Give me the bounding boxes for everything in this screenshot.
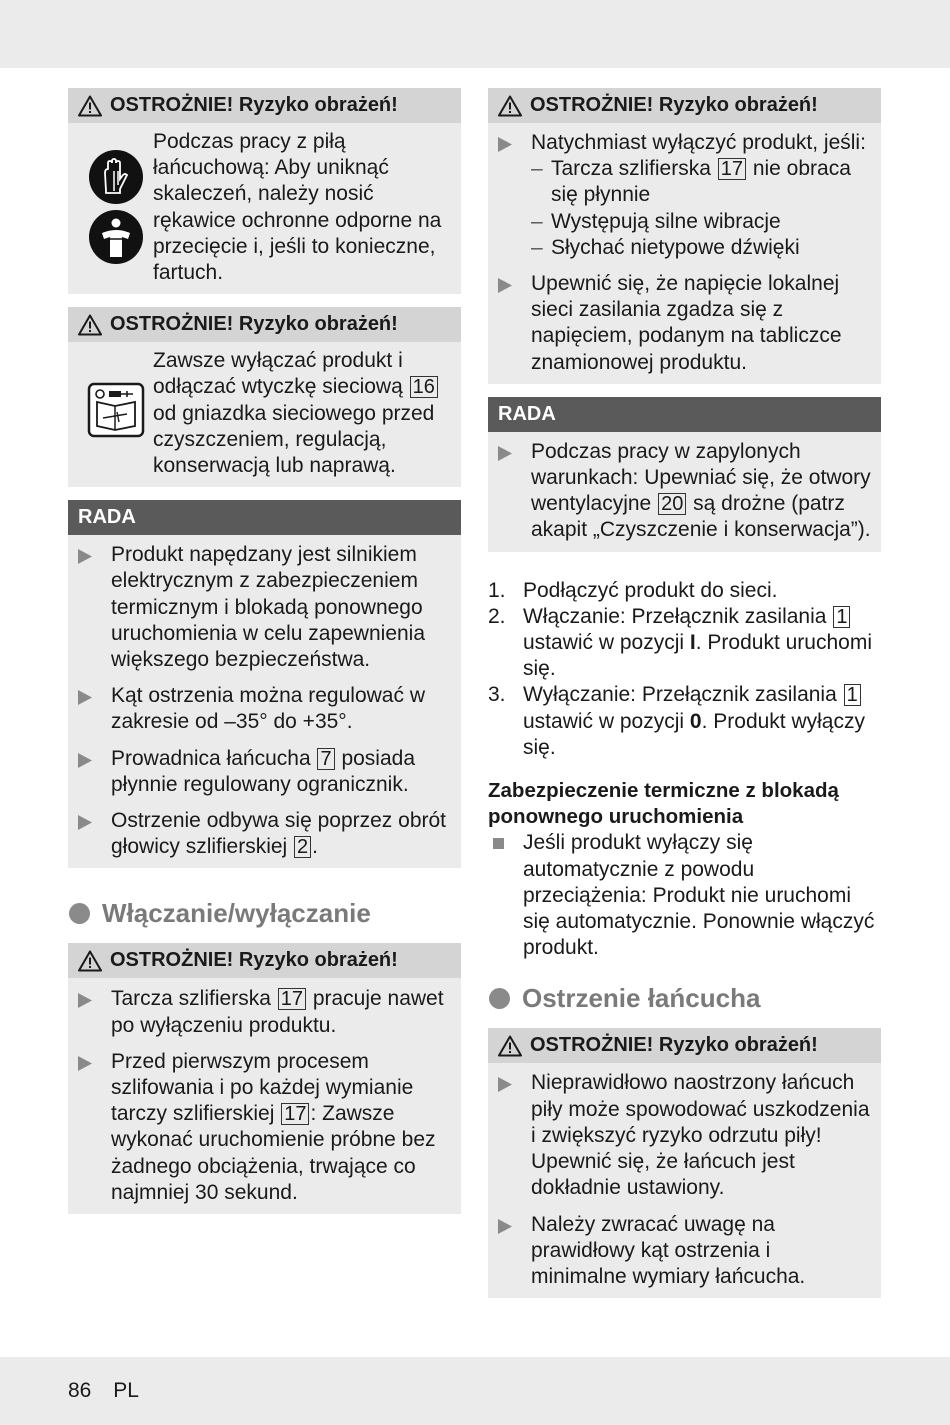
caution-header <box>68 943 461 978</box>
part-ref-number: 1 <box>833 606 850 628</box>
bullet-triangle-icon <box>498 1219 512 1234</box>
caution-text-part: od gniazdka sieciowego przed czyszczeniem, regulacją, konserwacją lub naprawą. <box>153 401 435 478</box>
bullet-item <box>78 808 451 860</box>
sub-item: – Występują silne wibracje <box>531 209 871 235</box>
caution-title: OSTROŻNIE! Ryzyko obrażeń! <box>110 949 398 972</box>
language-code: PL <box>113 1379 139 1402</box>
step-number: 1. <box>488 578 506 602</box>
subsection-heading: Zabezpieczenie termiczne z blokadą ponownego uruchomienia <box>488 779 839 829</box>
bullet-item <box>78 542 451 673</box>
bullet-text: Nieprawidłowo naostrzony łańcuch piły może spowodować uszkodzenia i zwiększyć ryzyko odrzutu piły! Upewnić się, że łańcuch jest dokładnie ustawiony. <box>531 1071 870 1200</box>
step-item <box>488 604 881 683</box>
bullet-triangle-icon <box>498 137 512 152</box>
caution-title: OSTROŻNIE! Ryzyko obrażeń! <box>110 313 398 336</box>
step-text: Podłączyć produkt do sieci. <box>523 578 778 602</box>
step-text <box>523 604 881 683</box>
page-number: 86 <box>68 1379 92 1402</box>
bullet-text-part: Prowadnica łańcucha <box>111 746 311 770</box>
bullet-triangle-icon <box>498 446 512 461</box>
bullet-item <box>78 746 451 798</box>
caution-header <box>488 1028 881 1063</box>
right-column <box>488 88 881 1311</box>
step-text-part: Wyłączanie: Przełącznik zasilania <box>523 683 837 707</box>
step-item <box>488 578 881 604</box>
bullet-item <box>498 439 871 544</box>
bullet-text: Jeśli produkt wyłączy się automatycznie z powodu przeciążenia: Produkt nie uruchomi się automatycznie. Ponownie włączyć produkt. <box>523 831 875 960</box>
step-text-part: ustawić w pozycji <box>523 631 685 655</box>
tip-header: RADA <box>488 397 881 432</box>
section-title: Włączanie/wyłączanie <box>102 898 371 929</box>
part-ref-number: 2 <box>294 836 311 858</box>
bullet-text-part: : Zawsze wykonać uruchomienie próbne bez żadnego obciążenia, trwające co najmniej 30 sekund. <box>111 1102 436 1204</box>
bullet-text: Upewnić się, że napięcie lokalnej sieci zasilania zgadza się z napięciem, podanym na tabliczce znamionowej produktu. <box>531 272 842 374</box>
bullet-triangle-icon <box>78 753 92 768</box>
step-text-part: ustawić w pozycji <box>523 709 685 733</box>
bullet-text-part: Tarcza szlifierska <box>111 987 271 1011</box>
sub-item-text: Występują silne wibracje <box>551 209 781 233</box>
page-footer <box>68 1379 155 1403</box>
sub-item-text: Tarcza szlifierska <box>551 157 711 181</box>
switch-position: I <box>689 631 696 655</box>
caution-box-gloves <box>68 88 461 294</box>
bullet-triangle-icon <box>78 549 92 564</box>
step-number: 2. <box>488 604 506 628</box>
bullet-item <box>498 1070 871 1201</box>
step-text <box>523 682 881 761</box>
warning-triangle-icon <box>78 950 102 972</box>
step-text-part: . Produkt uruchomi się. <box>523 631 872 681</box>
caution-header <box>68 307 461 342</box>
bullet-triangle-icon <box>78 690 92 705</box>
bullet-triangle-icon <box>78 1056 92 1071</box>
step-item <box>488 682 881 761</box>
apron-icon <box>88 209 144 265</box>
bullet-text: Należy zwracać uwagę na prawidłowy kąt ostrzenia i minimalne wymiary łańcucha. <box>531 1212 806 1288</box>
sub-item: – Słychać nietypowe dźwięki <box>531 235 871 261</box>
bullet-text-part: są drożne (patrz akapit „Czyszczenie i konserwacja”). <box>531 492 871 542</box>
bullet-triangle-icon <box>78 993 92 1008</box>
sub-item-text: nie obraca się płynnie <box>551 157 851 207</box>
square-bullet-icon <box>493 838 504 849</box>
square-bullet-item <box>488 830 881 961</box>
section-heading <box>68 898 461 929</box>
caution-box-unplug <box>68 307 461 487</box>
sub-item: – Tarcza szlifierska 17 nie obraca się płynnie <box>531 157 851 207</box>
bullet-text-part: Przed pierwszym procesem szlifowania i po każdej wymianie tarczy szlifierskiej <box>111 1049 414 1126</box>
section-heading <box>488 983 881 1014</box>
part-ref-number: 16 <box>410 376 438 398</box>
tip-header: RADA <box>68 500 461 535</box>
caution-title: OSTROŻNIE! Ryzyko obrażeń! <box>110 94 398 116</box>
warning-triangle-icon <box>498 95 522 117</box>
bullet-item <box>498 130 871 261</box>
caution-box-vibration <box>488 88 881 384</box>
caution-header <box>488 88 881 123</box>
bullet-text-part: posiada płynnie regulowany ogranicznik. <box>111 746 415 796</box>
unplug-manual-icon <box>87 382 145 438</box>
bullet-text: Kąt ostrzenia można regulować w zakresie od –35° do +35°. <box>111 684 425 734</box>
section-title: Ostrzenie łańcucha <box>522 983 761 1014</box>
bullet-text <box>111 808 451 860</box>
bullet-text <box>111 746 451 798</box>
step-number: 3. <box>488 683 506 707</box>
caution-title: OSTROŻNIE! Ryzyko obrażeń! <box>530 1034 818 1057</box>
bullet-text <box>111 986 451 1038</box>
caution-header <box>68 88 461 123</box>
switch-position: 0 <box>689 709 702 733</box>
bullet-text <box>111 1049 451 1206</box>
steps-list <box>488 578 881 761</box>
bullet-item <box>78 986 451 1038</box>
caution-text <box>153 348 451 479</box>
step-text-part: . Produkt wyłączy się. <box>523 709 865 759</box>
caution-box-chain <box>488 1028 881 1298</box>
bullet-item <box>498 1212 871 1291</box>
bullet-text-part: Podczas pracy w zapylonych warunkach: Upewniać się, że otwory wentylacyjne <box>531 439 871 516</box>
bullet-triangle-icon <box>498 278 512 293</box>
part-ref-number: 7 <box>317 748 334 770</box>
bullet-text <box>531 130 871 261</box>
bullet-text-part: Natychmiast wyłączyć produkt, jeśli: <box>531 131 866 154</box>
part-ref-number: 17 <box>281 1103 309 1125</box>
warning-triangle-icon <box>498 1035 522 1057</box>
section-bullet-icon <box>69 903 90 924</box>
part-ref-number: 20 <box>658 493 686 515</box>
step-text-part: Włączanie: Przełącznik zasilania <box>523 604 827 628</box>
bullet-triangle-icon <box>78 815 92 830</box>
caution-box-startup <box>68 943 461 1214</box>
bullet-text-part: pracuje nawet po wyłączeniu produktu. <box>111 987 444 1037</box>
caution-text-part: Zawsze wyłączać produkt i odłączać wtyczkę sieciową <box>153 349 403 399</box>
warning-triangle-icon <box>78 314 102 336</box>
bullet-item <box>498 271 871 376</box>
tip-box <box>488 397 881 552</box>
sub-item-text: Słychać nietypowe dźwięki <box>551 235 800 259</box>
section-bullet-icon <box>489 988 510 1009</box>
warning-triangle-icon <box>78 95 102 117</box>
gloves-icon <box>88 149 144 205</box>
bullet-text <box>531 439 871 544</box>
caution-title: OSTROŻNIE! Ryzyko obrażeń! <box>530 94 818 116</box>
bullet-text-part: Ostrzenie odbywa się poprzez obrót głowicy szlifierskiej <box>111 809 447 859</box>
tip-box <box>68 500 461 868</box>
part-ref-number: 1 <box>844 684 861 706</box>
left-column <box>68 88 461 1227</box>
part-ref-number: 17 <box>718 158 746 180</box>
bullet-text: Produkt napędzany jest silnikiem elektrycznym z zabezpieczeniem termicznym i blokadą ponownego uruchomienia w celu zapewnienia większego bezpieczeństwa. <box>111 543 426 672</box>
top-band <box>0 0 950 68</box>
sub-list <box>531 156 871 261</box>
part-ref-number: 17 <box>278 988 306 1010</box>
bullet-text-part: . <box>312 835 319 859</box>
bullet-item <box>78 683 451 735</box>
bullet-item <box>78 1049 451 1206</box>
bullet-triangle-icon <box>498 1077 512 1092</box>
caution-text: Podczas pracy z piłą łańcuchową: Aby uniknąć skaleczeń, należy nosić rękawice ochronne odporne na przecięcie i, jeśli to konieczne, fartuch. <box>153 130 442 285</box>
